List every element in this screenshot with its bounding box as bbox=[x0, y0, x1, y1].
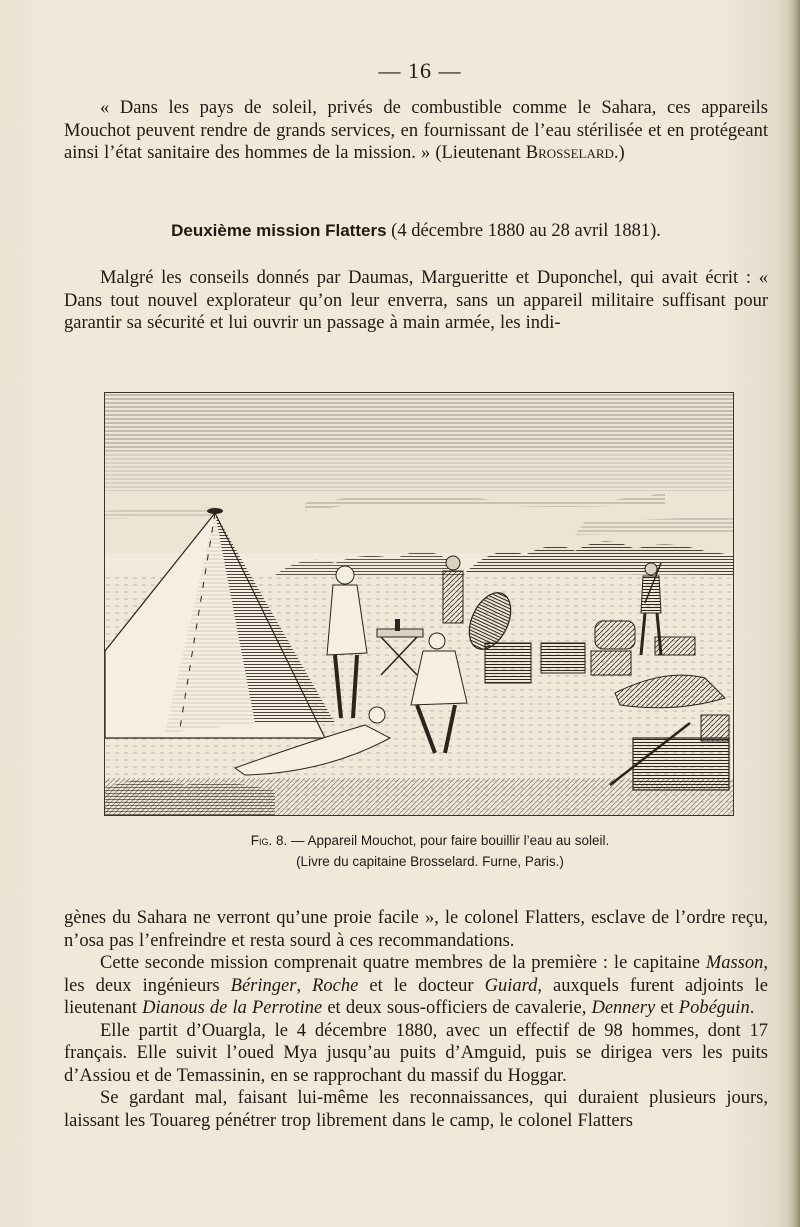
name-masson: Masson bbox=[705, 953, 764, 973]
paragraph-2-text: gènes du Sahara ne verront qu’une proie facile », le colonel Flatters, esclave de l’ordre reçu, n’osa pas l’enfreindre et resta sourd à ces recommandations. bbox=[64, 908, 768, 951]
body-text-continued bbox=[64, 907, 768, 1132]
quote-author: Brosselard bbox=[525, 143, 614, 163]
paragraph-1-text: Malgré les conseils donnés par Daumas, Margueritte et Duponchel, qui avait écrit : « Dans tout nouvel explorateur qu’on leur enverra, sans un appareil militaire suffisant pour garantir sa sécurité et lui ouvrir un passage à main armée, les indi- bbox=[64, 268, 768, 333]
paragraph-3-text: , bbox=[296, 975, 313, 996]
paragraph-5-text: Se gardant mal, faisant lui-même les reconnaissances, qui duraient plusieurs jours, laissant les Touareg pénétrer trop librement dans le camp, le colonel Flatters bbox=[64, 1088, 768, 1131]
engraving-desert-camp-icon bbox=[105, 393, 733, 815]
caption-label: Fig. 8. bbox=[250, 833, 288, 848]
paragraph-3-text: et deux sous-officiers de cavalerie, bbox=[322, 998, 592, 1018]
book-spine-edge bbox=[788, 0, 800, 1227]
paragraph-3-text: Cette seconde mission comprenait quatre membres de la première : le capitaine bbox=[100, 953, 706, 973]
name-dennery: Dennery bbox=[591, 998, 656, 1018]
name-pobeguin: Pobéguin bbox=[678, 998, 750, 1018]
caption-line-1 bbox=[100, 830, 760, 851]
figure-illustration bbox=[104, 392, 734, 816]
figure-caption bbox=[100, 830, 760, 872]
section-title: Deuxième mission Flatters bbox=[171, 221, 387, 240]
section-dates: (4 décembre 1880 au 28 avril 1881). bbox=[386, 221, 661, 241]
paragraph-3-text: . bbox=[749, 998, 755, 1018]
paragraph-3-text: , auxquels furent adjoints le lieutenant bbox=[64, 975, 768, 1018]
quote-paragraph bbox=[64, 97, 768, 165]
quote-text-end: .) bbox=[613, 143, 625, 163]
paragraph-3 bbox=[64, 952, 768, 1020]
paragraph-4-text: Elle partit d’Ouargla, le 4 décembre 1880, avec un effectif de 98 hommes, dont 17 français. Elle suivit l’oued Mya jusqu’au puits d’Amguid, puis se dirigea vers les puits d’Assiou et de Temassinin, en se rapprochant du massif du Hoggar. bbox=[64, 1020, 768, 1086]
page-number: — 16 — bbox=[378, 58, 462, 83]
quote-text: « Dans les pays de soleil, privés de combustible comme le Sahara, ces appareils Mouchot peuvent rendre de grands services, en fournissant de l’eau stérilisée et en protégeant ainsi l’état sanitaire des hommes de la mission. » (Lieutenant bbox=[64, 98, 768, 163]
section-heading bbox=[64, 221, 768, 242]
caption-line-2: (Livre du capitaine Brosselard. Furne, Paris.) bbox=[296, 854, 564, 869]
name-roche: Roche bbox=[312, 975, 359, 996]
name-dianous: Dianous de la Perrotine bbox=[142, 998, 323, 1018]
name-beringer: Béringer bbox=[230, 975, 297, 996]
paragraph-1 bbox=[64, 267, 768, 335]
paragraph-3-text: et bbox=[655, 998, 679, 1018]
paragraph-3-text: et le docteur bbox=[358, 975, 485, 996]
paragraph-3-text: , les deux ingénieurs bbox=[64, 953, 768, 996]
name-guiard: Guiard bbox=[484, 975, 538, 996]
caption-text: — Appareil Mouchot, pour faire bouillir l’eau au soleil. bbox=[287, 833, 610, 848]
